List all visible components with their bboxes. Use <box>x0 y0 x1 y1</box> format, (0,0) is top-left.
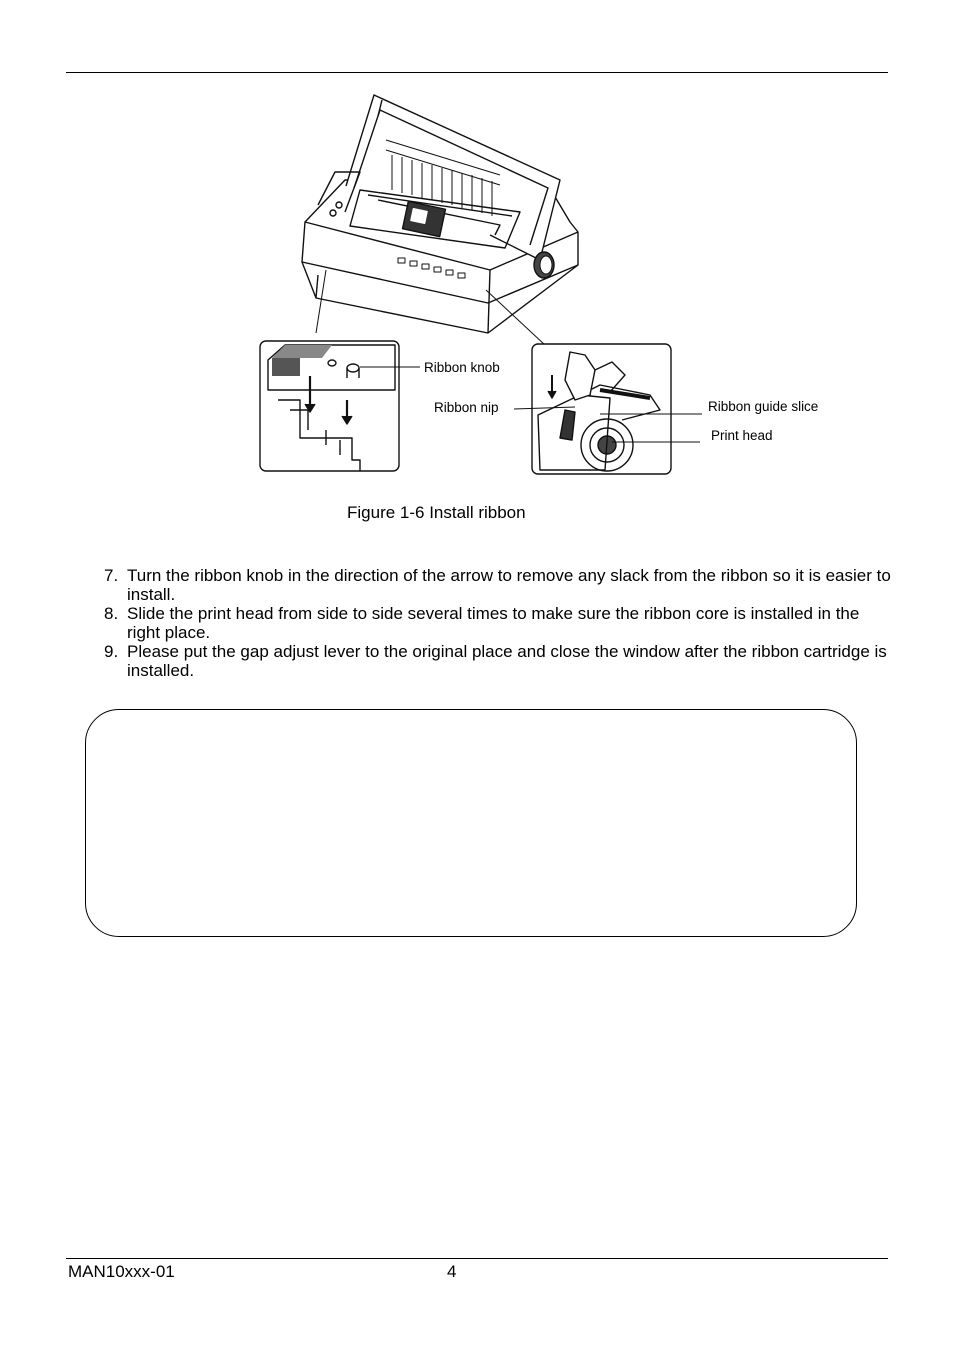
step-item <box>104 604 894 642</box>
callout-ribbon-nip: Ribbon nip <box>434 400 499 415</box>
figure-caption: Figure 1-6 Install ribbon <box>347 503 526 522</box>
step-text: Turn the ribbon knob in the direction of the arrow to remove any slack from the ribbon so it is easier to install. <box>127 566 891 604</box>
callout-ribbon-knob: Ribbon knob <box>424 360 500 375</box>
step-number: 7. <box>104 566 119 585</box>
instruction-steps <box>104 566 894 680</box>
ribbon-install-figure <box>0 0 954 500</box>
step-item <box>104 642 894 680</box>
footer-rule <box>66 1258 888 1259</box>
footer-doc-id: MAN10xxx-01 <box>68 1262 175 1281</box>
ribbon-cartridge-inset <box>260 341 399 471</box>
callout-print-head: Print head <box>711 428 773 443</box>
note-box <box>85 709 857 937</box>
print-head-inset <box>532 344 671 474</box>
printer-illustration <box>302 95 578 333</box>
step-number: 8. <box>104 604 119 623</box>
step-item <box>104 566 894 604</box>
footer-page-number: 4 <box>447 1262 457 1281</box>
callout-ribbon-guide-slice: Ribbon guide slice <box>708 399 819 414</box>
step-number: 9. <box>104 642 119 661</box>
step-text: Slide the print head from side to side several times to make sure the ribbon core is installed in the right place. <box>127 604 860 642</box>
step-text: Please put the gap adjust lever to the original place and close the window after the ribbon cartridge is installed. <box>127 642 887 680</box>
